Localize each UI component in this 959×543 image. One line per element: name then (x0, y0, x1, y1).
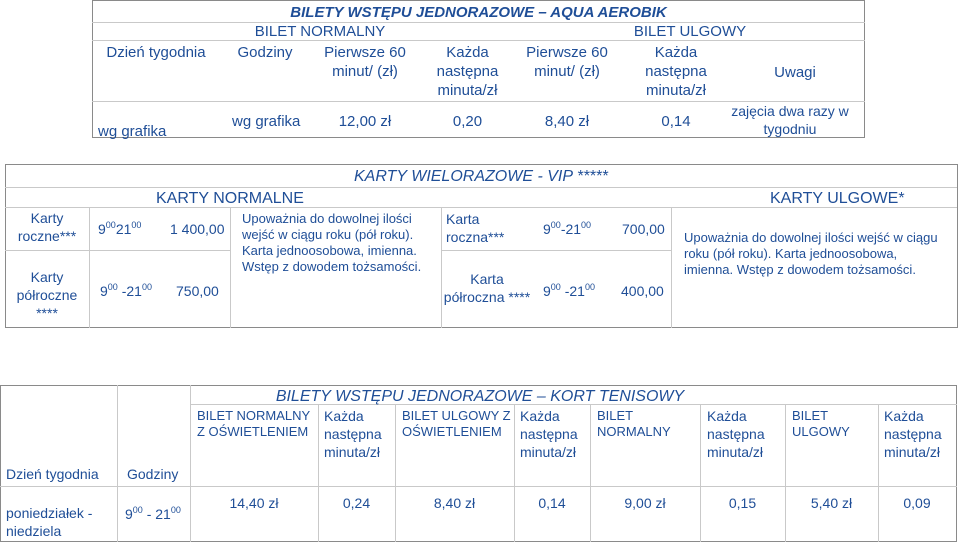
tennis-col-next-4: Każda następna minuta/zł (884, 408, 942, 460)
tennis-val-normal-light: 14,40 zł (229, 495, 279, 511)
vip-ul-halfyear-label: Karta półroczna **** (443, 271, 531, 305)
vip-ul-halfyear-price: 400,00 (621, 283, 664, 299)
aqua-row-first-ulgowy: 8,40 zł (544, 113, 590, 130)
aqua-row-day: wg grafika (98, 123, 167, 140)
tennis-col-next-1: Każda następna minuta/zł (324, 408, 382, 460)
tennis-val-ulgowy-light: 8,40 zł (433, 495, 476, 511)
aqua-row-first-normal: 12,00 zł (338, 113, 392, 130)
aqua-col-notes: Uwagi (774, 64, 816, 81)
tennis-col-ulgowy-light: BILET ULGOWY Z OŚWIETLENIEM (402, 408, 511, 439)
vip-yearly-hours: $9^{00}21^{00}$ (98, 220, 142, 237)
aqua-col-day: Dzień tygodnia (106, 44, 206, 61)
aqua-row-next-normal: 0,20 (452, 113, 483, 130)
tennis-col-next-2: Każda następna minuta/zł (520, 408, 578, 460)
tennis-val-next-4: 0,09 (903, 495, 931, 511)
vip-ul-yearly-label: Karta roczna*** (446, 211, 505, 245)
tennis-col-next-3: Każda następna minuta/zł (707, 408, 765, 460)
tennis-val-next-1: 0,24 (342, 495, 371, 511)
vip-ulgowe-description: Upoważnia do dowolnej ilości wejść w ciągu roku (pół roku). Karta jednoosobowa, imienna. Wstęp z dowodem tożsamości. (684, 230, 938, 277)
aqua-group-normal: BILET NORMALNY (254, 23, 386, 40)
tennis-row-hours: $9^{00} - 21^{00}$ (125, 505, 181, 522)
vip-halfyear-label: Karty półroczne **** (16, 269, 78, 321)
tennis-row-day: poniedziałek - niedziela (6, 505, 93, 539)
vip-ulgowe-header: KARTY ULGOWE* (770, 190, 905, 207)
vip-title: KARTY WIELORAZOWE - VIP ***** (354, 168, 608, 185)
vip-yearly-label: Karty roczne*** (17, 210, 77, 244)
tennis-val-ulgowy: 5,40 zł (810, 495, 853, 511)
tennis-col-day: Dzień tygodnia (6, 466, 99, 482)
aqua-col-next-normal: Każda następna minuta/zł (436, 44, 499, 99)
tennis-val-next-3: 0,15 (728, 495, 757, 511)
tennis-val-next-2: 0,14 (538, 495, 566, 511)
aqua-col-next-ulgowy: Każda następna minuta/zł (645, 44, 707, 99)
vip-halfyear-price: 750,00 (176, 283, 219, 299)
aqua-col-hours: Godziny (237, 44, 293, 61)
vip-normal-description: Upoważnia do dowolnej ilości wejść w ciągu roku (pół roku). Karta jednoosobowa, imienna. Wstęp z dowodem tożsamości. (242, 211, 422, 274)
aqua-col-first-normal: Pierwsze 60 minut/ (zł) (324, 44, 406, 80)
vip-halfyear-hours: $9^{00}$ $-21^{00}$ (100, 282, 152, 299)
aqua-title: BILETY WSTĘPU JEDNORAZOWE – AQUA AEROBIK (290, 4, 667, 21)
aqua-row-hours: wg grafika (232, 113, 301, 130)
aqua-row-next-ulgowy: 0,14 (661, 113, 691, 130)
tennis-col-normal: BILET NORMALNY (597, 408, 671, 439)
vip-yearly-price: 1 400,00 (170, 221, 225, 237)
aqua-row-notes: zajęcia dwa razy w tygodniu (731, 103, 849, 137)
tennis-col-hours: Godziny (127, 466, 179, 482)
aqua-group-ulgowy: BILET ULGOWY (633, 23, 747, 40)
vip-normal-header: KARTY NORMALNE (156, 190, 304, 207)
tennis-title: BILETY WSTĘPU JEDNORAZOWE – KORT TENISOWY (275, 388, 685, 405)
aqua-col-first-ulgowy: Pierwsze 60 minut/ (zł) (526, 44, 608, 80)
vip-ul-yearly-price: 700,00 (622, 221, 665, 237)
vip-ul-halfyear-hours: $9^{00}$ $-21^{00}$ (543, 282, 595, 299)
tennis-col-ulgowy: BILET ULGOWY (792, 408, 850, 439)
tennis-col-normal-light: BILET NORMALNY Z OŚWIETLENIEM (197, 408, 310, 439)
tennis-val-normal: 9,00 zł (624, 495, 666, 511)
vip-ul-yearly-hours: $9^{00}-21^{00}$ (543, 220, 592, 237)
